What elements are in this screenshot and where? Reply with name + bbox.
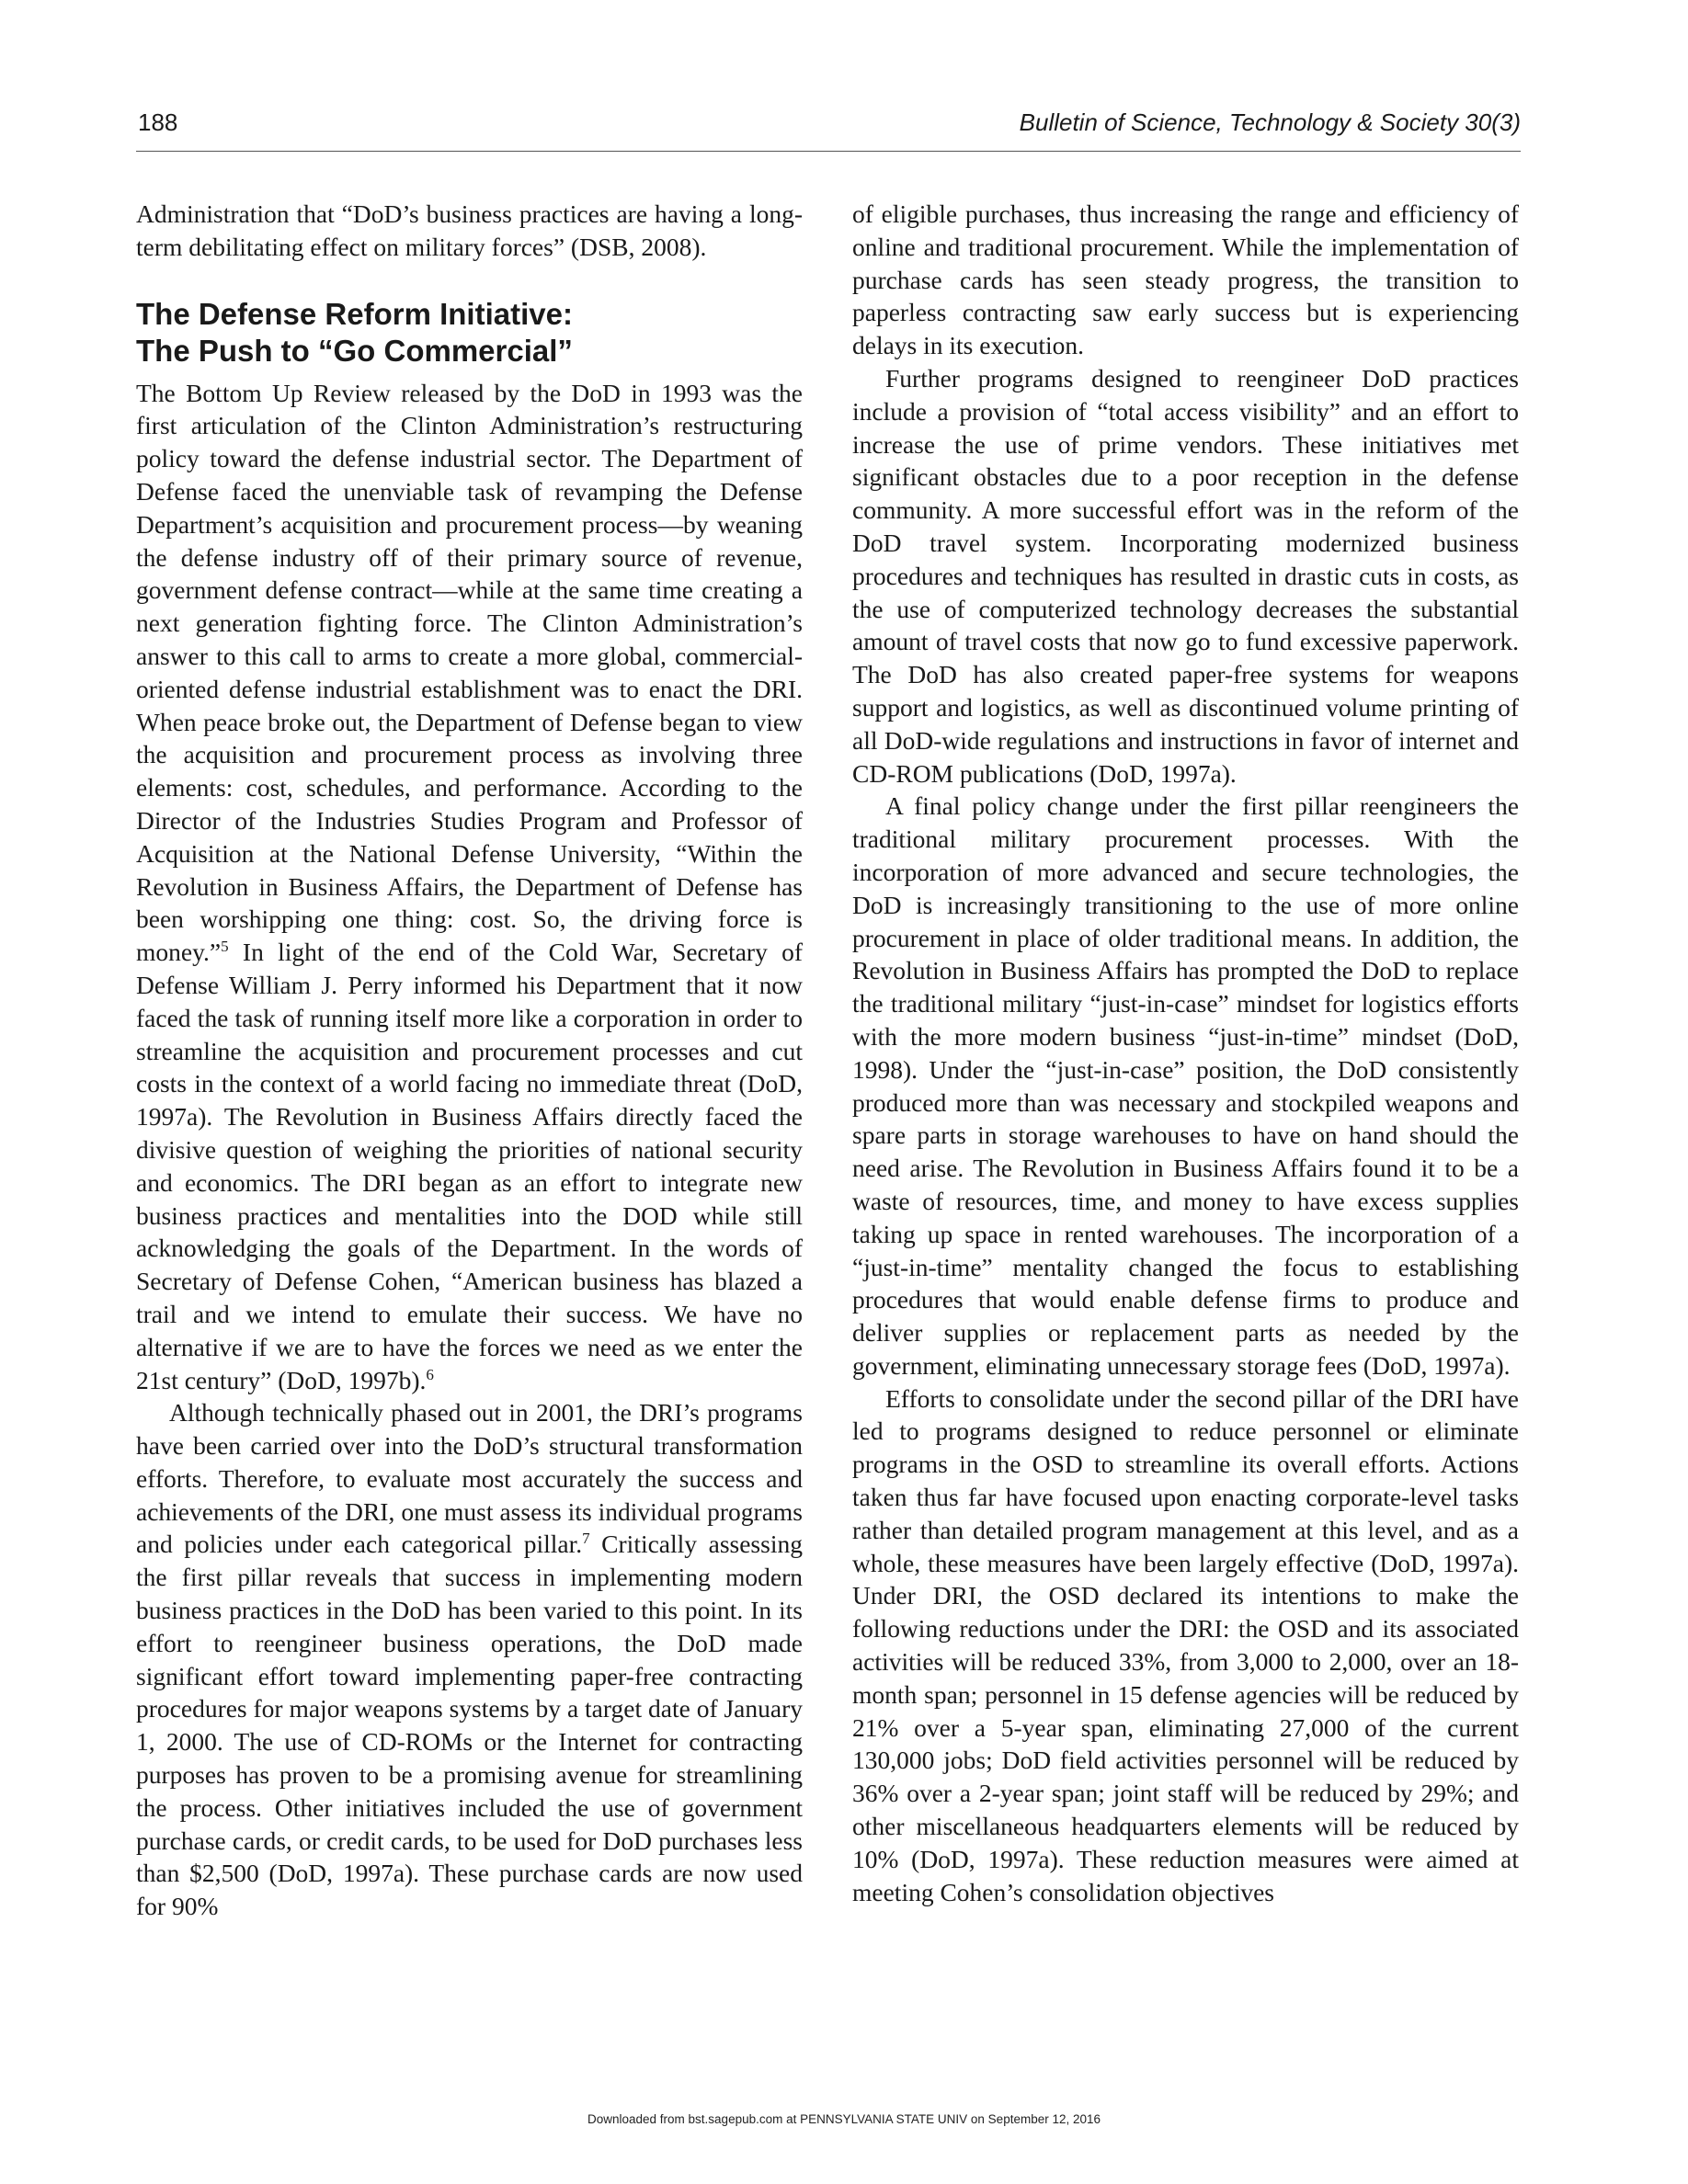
section-heading-line-2: The Push to “Go Commercial”	[136, 333, 573, 368]
paragraph: A final policy change under the first pillar reengineers the traditional military procurement processes. With the incorporation of more advanced and secure technologies, the DoD is increasingly transitioning to the use of more online procurement in place of older traditional means. In addition, the Revolution in Business Affairs has prompted the DoD to replace the traditional military “just-in-case” mindset for logistics efforts with the more modern business “just-in-time” mindset (DoD, 1998). Under the “just-in-case” position, the DoD consistently produced more than was necessary and stockpiled weapons and spare parts in storage warehouses to have on hand should the need arise. The Revolution in Business Affairs found it to be a waste of resources, time, and money to have excess supplies taking up space in rented warehouses. The incorporation of a “just-in-time” mentality changed the focus to establishing procedures that would enable defense firms to produce and deliver supplies or replacement parts as needed by the government, eliminating unnecessary storage fees (DoD, 1997a).	[852, 791, 1519, 1380]
paragraph-text: In light of the end of the Cold War, Secretary of Defense William J. Perry informed his Department that it now faced the task of running itself more like a corporation in order to streamline the acquisition and procurement processes and cut costs in the context of a world facing no immediate threat (DoD, 1997a). The Revolution in Business Affairs directly faced the divisive question of weighing the priorities of national security and economics. The DRI began as an effort to integrate new business practices and mentalities into the DOD while still acknowledging the goals of the Department. In the words of Secretary of Defense Cohen, “American business has blazed a trail and we intend to emulate their success. We have no alternative if we are to have the forces we need as we enter the 21st century” (DoD, 1997b).	[136, 938, 803, 1394]
left-column	[136, 198, 803, 1923]
paragraph-text: Although technically phased out in 2001, the DRI’s programs have been carried over into the DoD’s structural transformation efforts. Therefore, to evaluate most accurately the success and achievements of the DRI, one must assess its individual programs and policies under each categorical pillar.	[136, 1398, 803, 1559]
footnote-marker: 7	[582, 1530, 590, 1548]
paragraph: of eligible purchases, thus increasing the range and efficiency of online and traditional procurement. While the implementation of purchase cards has seen steady progress, the transition to paperless contracting saw early success but is experiencing delays in its execution.	[852, 199, 1519, 360]
paragraph-text: Critically assessing the first pillar reveals that success in implementing modern business practices in the DoD has been varied to this point. In its effort to reengineer business operations, the DoD made significant effort toward implementing paper-free contracting procedures for major weapons systems by a target date of January 1, 2000. The use of CD-ROMs or the Internet for contracting purposes has proven to be a promising avenue for streamlining the process. Other initiatives included the use of government purchase cards, or credit cards, to be used for DoD purchases less than $2,500 (DoD, 1997a). These purchase cards are now used for 90%	[136, 1530, 803, 1921]
page-number: 188	[138, 108, 178, 136]
paragraph-text: The Bottom Up Review released by the DoD in 1993 was the first articulation of the Clinton Administration’s restructuring policy toward the defense industrial sector. The Department of Defense faced the unenviable task of revamping the Defense Department’s acquisition and procurement process—by weaning the defense industry off of their primary source of revenue, government defense contract—while at the same time creating a next generation fighting force. The Clinton Administration’s answer to this call to arms to create a more global, commercial-oriented defense industrial establishment was to enact the DRI. When peace broke out, the Department of Defense began to view the acquisition and procurement process as involving three elements: cost, schedules, and performance. According to the Director of the Industries Studies Program and Professor of Acquisition at the National Defense University, “Within the Revolution in Business Affairs, the Department of Defense has been worshipping one thing: cost. So, the driving force is money.”	[136, 378, 803, 967]
paragraph: Further programs designed to reengineer DoD practices include a provision of “total access visibility” and an effort to increase the use of prime vendors. These initiatives met significant obstacles due to a poor reception in the defense community. A more successful effort was in the reform of the DoD travel system. Incorporating modernized business procedures and techniques has resulted in drastic cuts in costs, as the use of computerized technology decreases the substantial amount of travel costs that now go to fund excessive paperwork. The DoD has also created paper-free systems for weapons support and logistics, as well as discontinued volume printing of all DoD-wide regulations and instructions in favor of internet and CD-ROM publications (DoD, 1997a).	[852, 363, 1519, 788]
section-heading	[136, 296, 803, 370]
paragraph: Administration that “DoD’s business practices are having a long-term debilitating effect on military forces” (DSB, 2008).	[136, 199, 803, 261]
running-header	[136, 108, 1521, 152]
paragraph	[136, 1396, 803, 1923]
download-notice: Downloaded from bst.sagepub.com at PENNSYLVANIA STATE UNIV on September 12, 2016	[587, 2112, 1101, 2126]
section-heading-line-1: The Defense Reform Initiative:	[136, 296, 573, 331]
journal-title: Bulletin of Science, Technology & Society 30(3)	[1019, 108, 1521, 136]
footnote-marker: 6	[426, 1365, 434, 1383]
right-column	[852, 198, 1519, 1908]
paragraph	[136, 377, 803, 1397]
paragraph: Efforts to consolidate under the second pillar of the DRI have led to programs designed to reduce personnel or eliminate programs in the OSD to streamline its overall efforts. Actions taken thus far have focused upon enacting corporate-level tasks rather than detailed program management at this level, and as a whole, these measures have been largely effective (DoD, 1997a). Under DRI, the OSD declared its intentions to make the following reductions under the DRI: the OSD and its associated activities will be reduced 33%, from 3,000 to 2,000, over an 18-month span; personnel in 15 defense agencies will be reduced by 21% over a 5-year span, eliminating 27,000 of the current 130,000 jobs; DoD field activities personnel will be reduced by 36% over a 2-year span; joint staff will be reduced by 29%; and other miscellaneous headquarters elements will be reduced by 10% (DoD, 1997a). These reduction measures were aimed at meeting Cohen’s consolidation objectives	[852, 1383, 1519, 1906]
footnote-marker: 5	[221, 937, 229, 955]
